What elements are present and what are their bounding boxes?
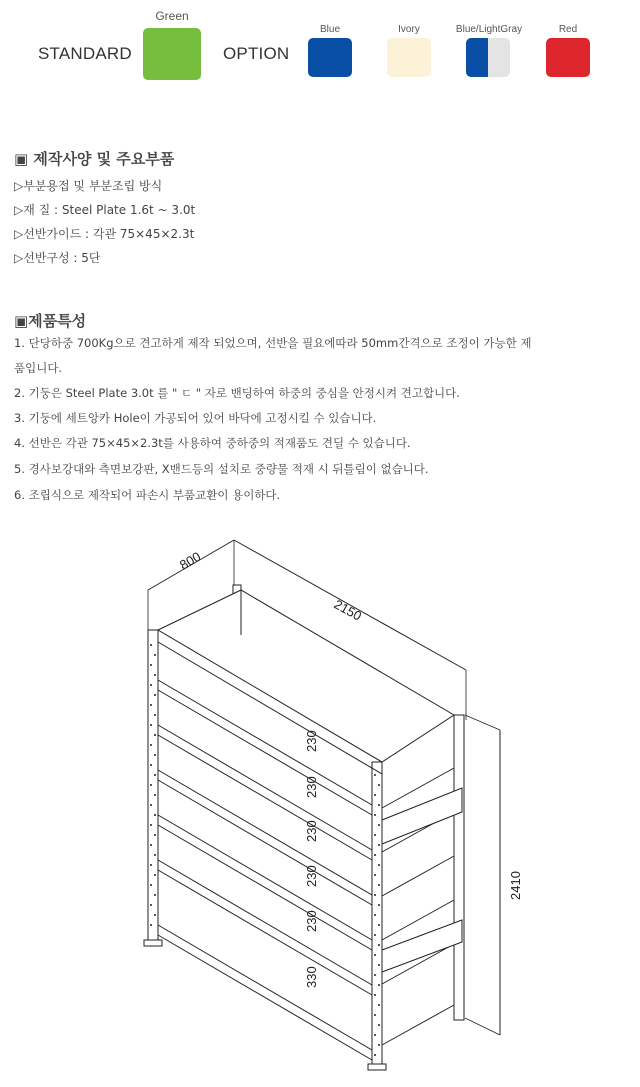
spec-item: ▷선반가이드 : 각관 75×45×2.3t — [14, 227, 195, 241]
spec-item: ▷부분용접 및 부분조립 방식 — [14, 179, 163, 193]
swatch-green-label: Green — [155, 9, 189, 23]
spec-item: ▷재 질 : Steel Plate 1.6t ~ 3.0t — [14, 203, 196, 217]
feature-item: 3. 기둥에 세트앙카 Hole이 가공되어 있어 바닥에 고정시킬 수 있습니다. — [14, 411, 377, 425]
swatch-blue — [308, 38, 352, 77]
option-label: OPTION — [223, 44, 290, 63]
feature-item: 품입니다. — [14, 361, 63, 375]
side-reinforcement-lower — [382, 920, 462, 972]
swatch-ivory-label: Ivory — [398, 24, 420, 35]
shelf-rack-drawing — [0, 530, 640, 1087]
height-label: 2410 — [508, 871, 523, 900]
swatch-ivory — [387, 38, 431, 77]
shelf-gap-label: 330 — [304, 966, 319, 988]
front-right-post — [372, 762, 382, 1067]
foot-right — [368, 1064, 386, 1070]
specs-title: ▣ 제작사양 및 주요부품 — [14, 150, 175, 168]
back-right-post — [454, 715, 464, 1020]
depth-label: 800 — [177, 548, 204, 573]
width-label: 2150 — [331, 596, 365, 624]
feature-item: 2. 기둥은 Steel Plate 3.0t 를 " ㄷ " 자로 밴딩하여 하중의 중심을 안정시켜 견고합니다. — [14, 386, 460, 400]
foot-left — [144, 940, 162, 946]
feature-item: 6. 조립식으로 제작되어 파손시 부품교환이 용이하다. — [14, 488, 281, 502]
spec-item: ▷선반구성 : 5단 — [14, 251, 101, 265]
side-reinforcement-upper — [382, 788, 462, 844]
swatch-blue-label: Blue — [319, 24, 340, 35]
swatch-red-label: Red — [558, 24, 578, 35]
shelf-gap-label: 230 — [304, 820, 319, 842]
front-left-post — [148, 630, 158, 942]
feature-item: 5. 경사보강대와 측면보강판, X밴드등의 설치로 중량물 적재 시 뒤틀림이 없습니다. — [14, 462, 429, 476]
swatch-red — [546, 38, 590, 77]
feature-item: 1. 단당하중 700Kg으로 견고하게 제작 되었으며, 선반을 필요에따라 50mm간격으로 조정이 가능한 제 — [14, 336, 532, 350]
standard-label: STANDARD — [38, 44, 132, 63]
swatch-green — [143, 28, 201, 80]
feature-item: 4. 선반은 각관 75×45×2.3t를 사용하여 중하중의 적재품도 견딜 수 있습니다. — [14, 436, 411, 450]
shelf-gap-label: 230 — [304, 910, 319, 932]
swatch-bluegray — [466, 38, 510, 77]
features-title: ▣제품특성 — [14, 312, 87, 330]
swatch-bluegray-label: Blue/LightGray — [455, 24, 523, 35]
shelf-gap-label: 230 — [304, 730, 319, 752]
shelf-gap-label: 230 — [304, 865, 319, 887]
shelf-gap-label: 230 — [304, 776, 319, 798]
